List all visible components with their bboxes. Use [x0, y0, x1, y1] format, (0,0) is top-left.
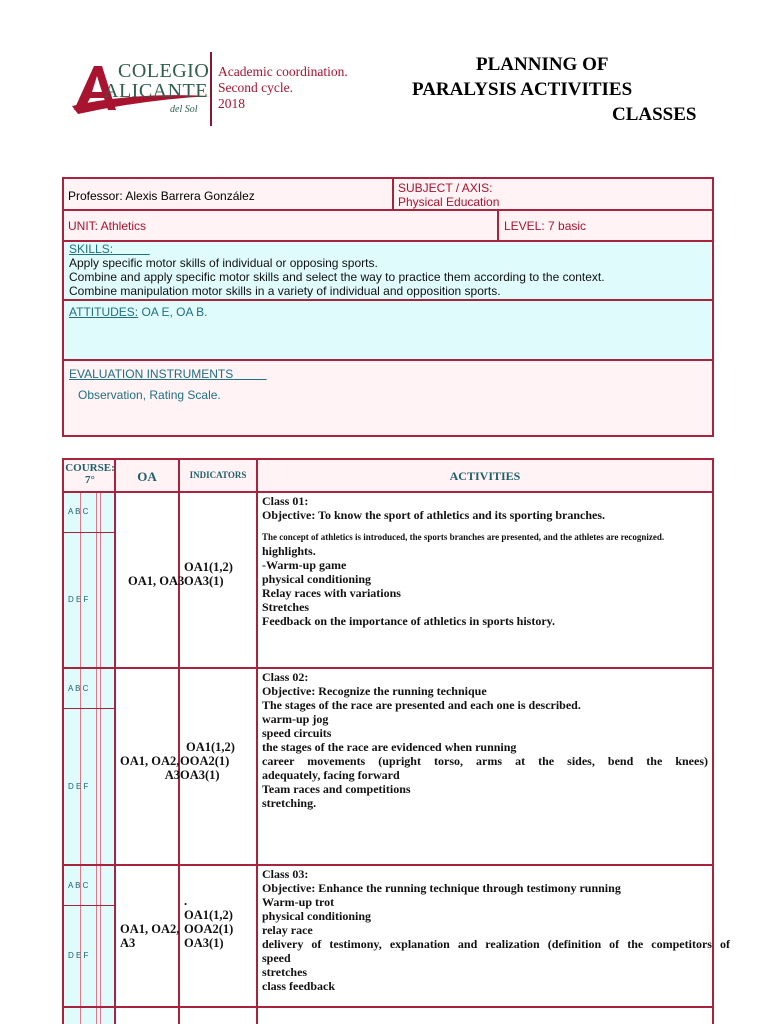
group-divider	[64, 708, 114, 709]
activity-item: -Warm-up game	[262, 558, 347, 572]
course-strip-bg	[64, 492, 114, 1024]
activity-item: Team races and competitions	[262, 782, 411, 796]
indicator-item: OA3(1)	[180, 768, 220, 782]
info-col-divider	[497, 209, 499, 241]
indicator-item: OOA2(1)	[184, 922, 234, 936]
sub-col-divider	[100, 492, 101, 1024]
subject-value: Physical Education	[398, 195, 500, 209]
info-box	[62, 177, 714, 437]
activity-item: speed	[262, 951, 291, 965]
group-label-def: D E F	[68, 595, 89, 604]
indicator-item: .	[184, 894, 188, 908]
info-row-divider	[64, 359, 712, 361]
evaluation-value: Observation, Rating Scale.	[78, 388, 221, 402]
oa-line: OA1, OA2,	[120, 754, 180, 768]
subject-label: SUBJECT / AXIS:	[398, 181, 493, 195]
skills-label-text: SKILLS:	[69, 242, 114, 256]
activity-item: Stretches	[262, 600, 310, 614]
coordination-line: Second cycle.	[218, 80, 293, 95]
attitudes-value: OA E, OA B.	[138, 305, 208, 319]
class-objective: Objective: To know the sport of athletics and its sporting branches.	[262, 508, 606, 522]
header-oa: OA	[137, 469, 157, 484]
activity-item: warm-up jog	[262, 712, 329, 726]
activity-item: delivery of testimony, explanation and realization (definition of the competitors of	[262, 937, 730, 951]
sub-col-divider	[80, 492, 81, 1024]
row-oa	[120, 754, 180, 782]
skills-label	[69, 242, 150, 256]
info-row-divider	[64, 240, 712, 242]
group-label-abc: A B C	[68, 684, 89, 693]
class-intro: The stages of the race are presented and each one is described.	[262, 698, 581, 712]
coordination-line: 2018	[218, 96, 245, 111]
class-title: Class 03:	[262, 867, 309, 881]
activity-item: speed circuits	[262, 726, 332, 740]
row-activities	[262, 867, 730, 993]
level-label: LEVEL: 7 basic	[504, 219, 587, 233]
activity-item: stretches	[262, 965, 308, 979]
info-col-divider	[392, 179, 394, 210]
coordination-line: Academic coordination.	[218, 64, 348, 79]
header-indicators: INDICATORS	[189, 470, 247, 480]
indicator-item: OA3(1)	[184, 936, 224, 950]
indicator-item: OA3(1)	[184, 574, 224, 588]
activity-item: career movements (upright torso, arms at the sides, bend the knees)	[262, 754, 708, 768]
indicator-item: OA1(1,2)	[184, 908, 233, 922]
info-row-divider	[64, 299, 712, 301]
activity-item: physical conditioning	[262, 909, 372, 923]
activity-item: Warm-up trot	[262, 895, 335, 909]
header-divider	[210, 52, 212, 126]
evaluation-label-text: EVALUATION INSTRUMENTS	[69, 367, 234, 381]
indicator-item: OA1(1,2)	[184, 560, 233, 574]
page-title-line-2: PARALYSIS ACTIVITIES	[412, 79, 633, 100]
page-title-line-1: PLANNING OF	[476, 54, 609, 75]
row-indicators	[184, 894, 233, 950]
attitudes	[69, 305, 208, 319]
professor-name: Professor: Alexis Barrera González	[68, 189, 255, 203]
group-label-def: D E F	[68, 782, 89, 791]
group-label-def: D E F	[68, 951, 89, 960]
evaluation-label	[69, 367, 267, 381]
group-divider	[64, 905, 114, 906]
oa-line: OA1, OA2,	[120, 922, 180, 936]
activity-item: class feedback	[262, 979, 335, 993]
oa-line: A3	[120, 936, 136, 950]
logo-tagline: del Sol	[170, 104, 198, 115]
header-course-label: COURSE:	[65, 462, 115, 474]
class-intro: The concept of athletics is introduced, the sports branches are presented, and the athletes are recognized.	[262, 532, 665, 542]
activity-item: the stages of the race are evidenced when running	[262, 740, 517, 754]
logo-text-colegio: COLEGIO	[118, 60, 210, 82]
activity-item: physical conditioning	[262, 572, 372, 586]
row-indicators	[184, 560, 233, 588]
oa-line: A3	[164, 768, 180, 782]
logo-text-alicante: ALICANTE	[104, 80, 208, 102]
row-divider	[64, 1006, 712, 1008]
sub-col-divider	[96, 492, 97, 1024]
attitudes-label: ATTITUDES:	[69, 305, 139, 319]
activity-item: stretching.	[262, 796, 317, 810]
indicator-item: OOA2(1)	[180, 754, 230, 768]
group-label-abc: A B C	[68, 507, 89, 516]
col-divider	[114, 460, 116, 1024]
col-divider	[256, 460, 258, 1024]
row-divider	[64, 864, 712, 866]
row-activities	[262, 670, 708, 810]
class-title: Class 02:	[262, 670, 309, 684]
header-course	[64, 462, 116, 486]
class-objective: Objective: Enhance the running technique through testimony running	[262, 881, 621, 895]
skill-item: Combine and apply specific motor skills and select the way to practice them according to the context.	[69, 270, 605, 284]
row-oa	[120, 922, 180, 950]
skill-item: Apply specific motor skills of individual or opposing sports.	[69, 256, 378, 270]
row-activities	[262, 494, 710, 628]
class-title: Class 01:	[262, 494, 309, 508]
class-objective: Objective: Recognize the running technique	[262, 684, 487, 698]
row-divider	[64, 667, 712, 669]
group-label-abc: A B C	[68, 881, 89, 890]
activity-item: adequately, facing forward	[262, 768, 400, 782]
header-course-value: 7°	[85, 474, 95, 486]
activity-item: highlights.	[262, 544, 316, 558]
page-title-line-3: CLASSES	[612, 104, 697, 125]
activity-item: Feedback on the importance of athletics in sports history.	[262, 614, 555, 628]
group-divider	[64, 532, 114, 533]
unit-label: UNIT: Athletics	[68, 219, 147, 233]
activities-table	[62, 458, 730, 1024]
row-divider	[64, 491, 712, 493]
header-activities: ACTIVITIES	[449, 469, 521, 483]
skill-item: Combine manipulation motor skills in a variety of individual and opposition sports.	[69, 284, 501, 298]
indicator-item: OA1(1,2)	[186, 740, 235, 754]
row-oa: OA1, OA3	[128, 574, 185, 588]
coordination-block	[218, 64, 348, 112]
activity-item: Relay races with variations	[262, 586, 401, 600]
info-row-divider	[64, 209, 712, 211]
activity-item: relay race	[262, 923, 313, 937]
row-indicators	[180, 740, 235, 782]
